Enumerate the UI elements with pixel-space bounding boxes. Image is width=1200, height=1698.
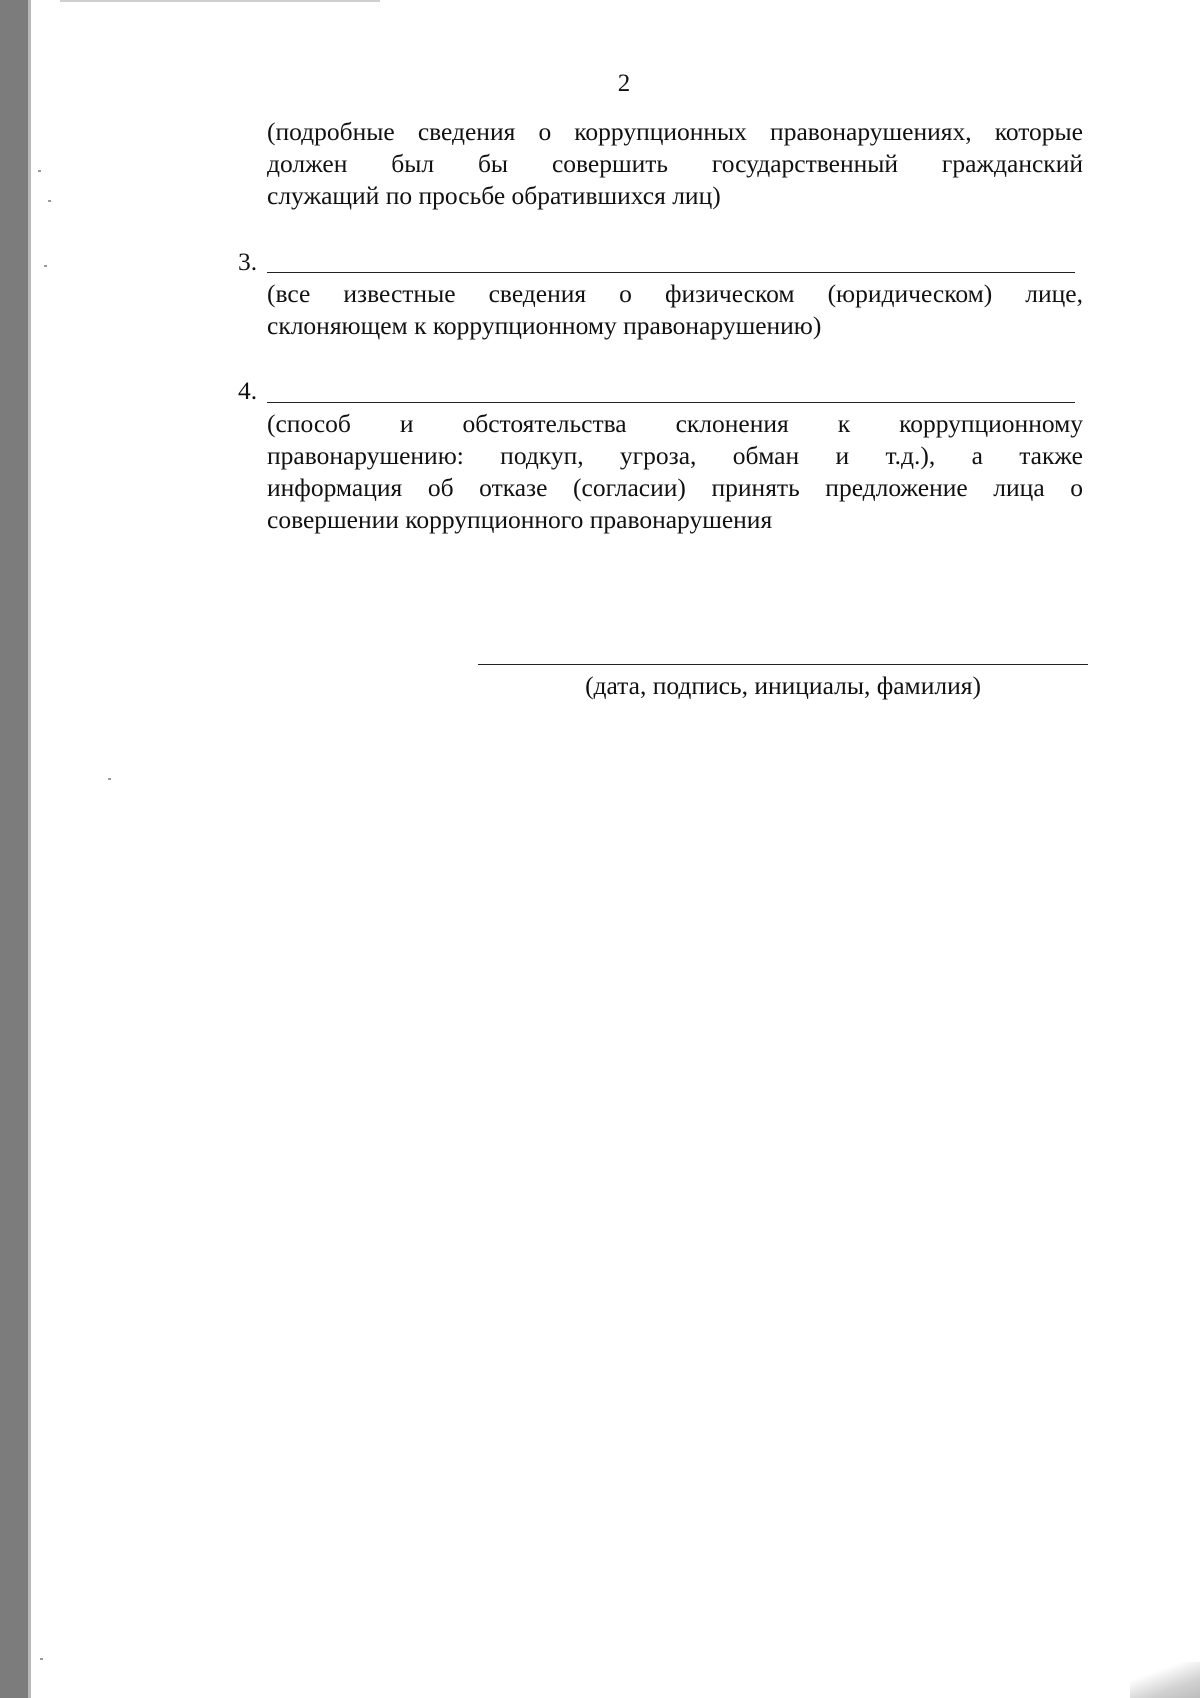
page-number: 2: [617, 70, 631, 97]
item-4-caption: [267, 408, 1083, 536]
item-3-caption: [267, 278, 1083, 342]
item-4-caption-line: (способ и обстоятельства склонения к коррупционному: [267, 409, 1083, 438]
scan-artifact-corner: [1130, 1662, 1200, 1698]
scan-speck: [38, 170, 41, 172]
intro-caption-line: (подробные сведения о коррупционных правонарушениях, которые: [267, 117, 1083, 146]
item-4-fill-line: [267, 402, 1075, 403]
intro-caption: [267, 116, 1083, 212]
item-4-caption-line: информация об отказе (согласии) принять предложение лица о: [267, 473, 1083, 502]
scan-artifact-top: [60, 0, 380, 2]
item-4-number: 4.: [238, 376, 258, 405]
item-3-fill-line: [267, 272, 1075, 273]
intro-caption-line: должен был бы совершить государственный гражданский: [267, 149, 1083, 178]
item-3-caption-line: склоняющем к коррупционному правонарушению): [267, 311, 822, 340]
scan-speck: [48, 200, 51, 202]
scan-speck: [44, 265, 47, 267]
intro-caption-line: служащий по просьбе обратившихся лиц): [267, 181, 721, 210]
item-4-caption-line: совершении коррупционного правонарушения: [267, 505, 773, 534]
item-3-number: 3.: [238, 247, 258, 276]
scan-shadow-left-soft: [28, 0, 31, 1698]
item-3-caption-line: (все известные сведения о физическом (юридическом) лице,: [267, 279, 1083, 308]
scan-speck: [108, 778, 111, 780]
signature-caption: (дата, подпись, инициалы, фамилия): [585, 671, 981, 700]
scan-shadow-left: [0, 0, 28, 1698]
scan-speck: [40, 1658, 43, 1660]
item-4-caption-line: правонарушению: подкуп, угроза, обман и т.д.), а также: [267, 441, 1083, 470]
signature-line: [478, 664, 1088, 665]
